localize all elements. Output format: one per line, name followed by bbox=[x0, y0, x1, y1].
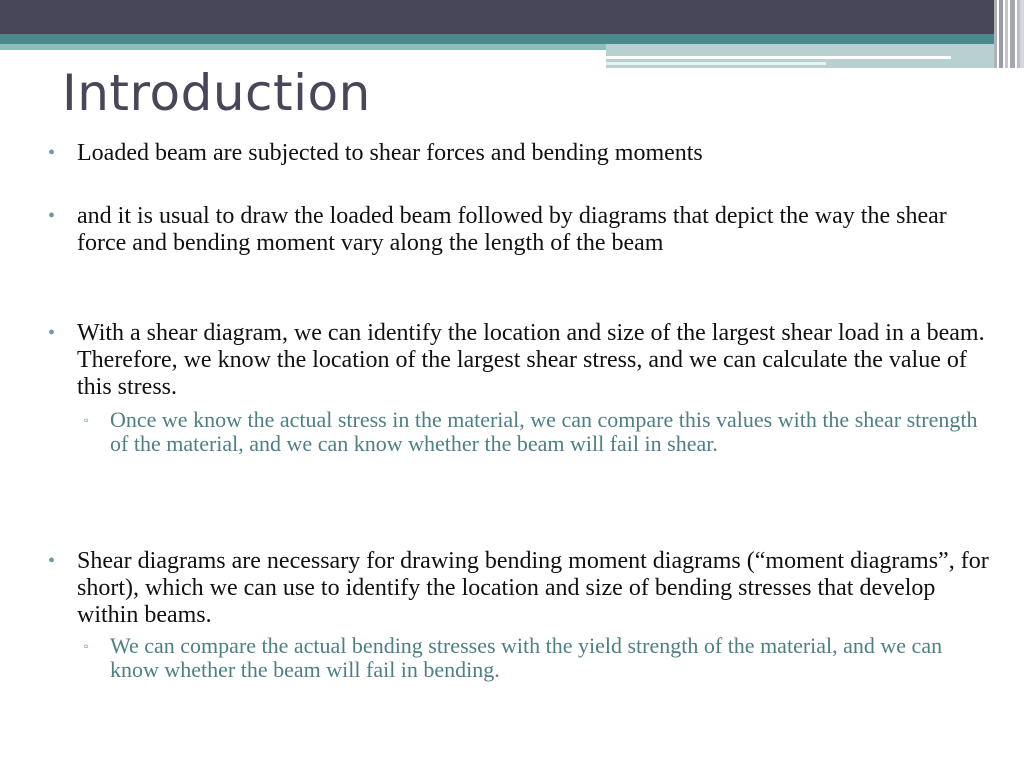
sub-bullet-item bbox=[84, 634, 984, 682]
bullet-text: Shear diagrams are necessary for drawing bending moment diagrams (“moment diagrams”, for short), which we can use to identify the location and size of bending stresses that develop within beams. bbox=[77, 548, 989, 628]
header-bar-teal-light bbox=[0, 44, 606, 50]
header-bar-teal bbox=[0, 34, 1024, 44]
sub-bullet-text: We can compare the actual bending stresses with the yield strength of the material, and we can know whether the beam will fail in bending. bbox=[110, 633, 943, 682]
header-bar-dark bbox=[0, 0, 1024, 34]
bullet-item bbox=[48, 548, 998, 629]
header-stripes bbox=[994, 0, 1024, 68]
bullet-item bbox=[48, 140, 998, 167]
sub-bullet-item bbox=[84, 408, 984, 456]
sub-bullet-marker: ▫ bbox=[84, 413, 89, 427]
header-accent-line bbox=[606, 56, 951, 59]
sub-bullet-marker: ▫ bbox=[84, 639, 89, 653]
bullet-marker: • bbox=[48, 322, 56, 344]
bullet-item bbox=[48, 203, 998, 257]
bullet-item bbox=[48, 320, 998, 401]
slide-title: Introduction bbox=[62, 64, 371, 122]
bullet-marker: • bbox=[48, 142, 56, 164]
bullet-marker: • bbox=[48, 550, 56, 572]
bullet-text: Loaded beam are subjected to shear forces and bending moments bbox=[77, 140, 703, 166]
bullet-text: and it is usual to draw the loaded beam followed by diagrams that depict the way the shear force and bending moment vary along the length of the beam bbox=[77, 203, 947, 256]
sub-bullet-text: Once we know the actual stress in the material, we can compare this values with the shear strength of the material, and we can know whether the beam will fail in shear. bbox=[110, 407, 978, 456]
bullet-text: With a shear diagram, we can identify the location and size of the largest shear load in a beam. Therefore, we know the location of the largest shear stress, and we can calculate the value of this stress. bbox=[77, 320, 985, 400]
header-accent-line bbox=[606, 62, 826, 65]
bullet-marker: • bbox=[48, 205, 56, 227]
